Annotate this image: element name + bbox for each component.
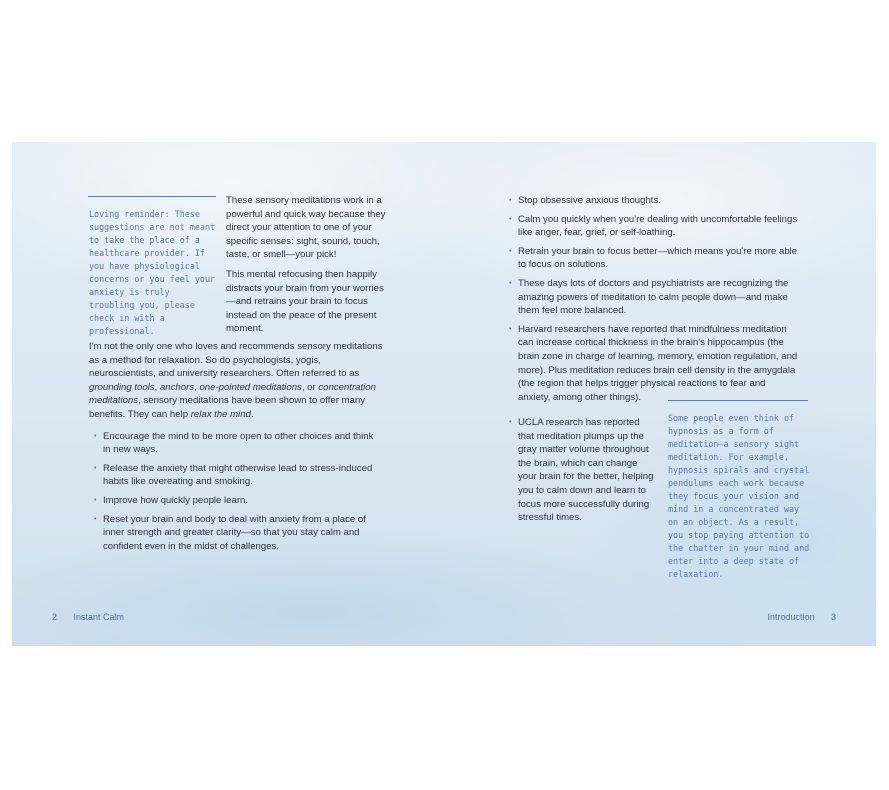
benefits-list (93, 430, 375, 554)
main-paragraph-text: , sensory meditations have been shown to offer many benefits. They can help (89, 395, 366, 420)
hypnosis-text: Some people even think of hypnosis as a form of meditation—a sensory sight meditation. For example, hypnosis spirals and crystal pendulums each work because they focus your vision and mind in a concentrated way on an object. As a result, you stop paying attention to the chatter in your mind and enter into a deep state of relaxation. (668, 413, 810, 579)
meditation-benefits-list (508, 194, 798, 404)
main-column (89, 340, 383, 558)
list-item: • Stop obsessive anxious thoughts. (508, 194, 798, 208)
main-paragraph-text: , or (301, 381, 319, 393)
list-item: • Harvard researchers have reported that mindfulness meditation can increase cortical thickness in the brain's hippocampus (the brain zone in charge of learning, memory, emotion regulation, and more). Plus meditation reduces brain cell density in the amygdala (the region that helps trigger physical reactions to fear and anxiety, among other things). (508, 323, 798, 405)
right-list-column (508, 194, 798, 409)
main-paragraph (89, 340, 383, 422)
list-item: • UCLA research has reported that meditation plumps up the gray matter volume throughout the brain, which can change your brain for the better, helping you to calm down and learn to focus more successfully during stressful times. (508, 416, 656, 525)
emphasis-relax-the-mind: relax the mind (190, 408, 251, 420)
book-spread (12, 142, 876, 646)
main-paragraph-text: , (194, 381, 200, 393)
list-item: • Release the anxiety that might otherwise lead to stress-induced habits like overeating and smoking. (93, 462, 375, 489)
reminder-sidebar (89, 208, 219, 338)
intro-paragraph-2: This mental refocusing then happily distracts your brain from your worries—and retrains your brain to focus instead on the peace of the present moment. (226, 268, 384, 335)
main-paragraph-text: . (250, 408, 254, 420)
running-head: Instant Calm (73, 612, 125, 622)
sidebar-rule (668, 400, 808, 401)
intro-paragraph-1: These sensory meditations work in a powerful and quick way because they direct your attention to one of your specific senses: sight, sound, touch, taste, or smell—your pick! (226, 195, 386, 261)
emphasis-anchors: anchors (159, 381, 195, 393)
list-item: • Retrain your brain to focus better—which means you're more able to focus on solutions. (508, 245, 798, 272)
emphasis-concentration: concentration meditations (89, 381, 376, 407)
left-footer (52, 612, 124, 622)
running-head: Introduction (767, 612, 815, 622)
main-paragraph-text: , (154, 381, 160, 393)
list-item: • Reset your brain and body to deal with anxiety from a place of inner strength and greater clarity—so that you stay calm and confident even in the midst of challenges. (93, 513, 375, 554)
page-number: 2 (52, 612, 58, 622)
ucla-list (508, 416, 656, 525)
list-item: • Improve how quickly people learn. (93, 494, 375, 508)
hypnosis-sidebar (668, 412, 812, 581)
page-number: 3 (830, 612, 836, 622)
right-footer (767, 612, 836, 622)
emphasis-one-pointed: one-pointed meditations (199, 381, 302, 393)
ucla-item (508, 416, 656, 530)
emphasis-grounding-tools: grounding tools (89, 381, 155, 393)
sidebar-rule (88, 196, 216, 197)
list-item: • Encourage the mind to be more open to other choices and think in new ways. (93, 430, 375, 457)
intro-column (226, 194, 392, 342)
main-paragraph-text: I'm not the only one who loves and recommends sensory meditations as a method for relaxation. So do psychologists, yogis, neuroscientists, and university researchers. Often referred to as (89, 341, 383, 380)
list-item: • Calm you quickly when you're dealing with uncomfortable feelings like anger, fear, grief, or self-loathing. (508, 213, 798, 240)
reminder-text: Loving reminder: These suggestions are not meant to take the place of a healthcare provider. If you have physiological concerns or you feel your anxiety is truly troubling you, please check in with a professional. (89, 209, 216, 336)
list-item: • These days lots of doctors and psychiatrists are recognizing the amazing powers of meditation to calm people down—and make them feel more balanced. (508, 277, 798, 318)
